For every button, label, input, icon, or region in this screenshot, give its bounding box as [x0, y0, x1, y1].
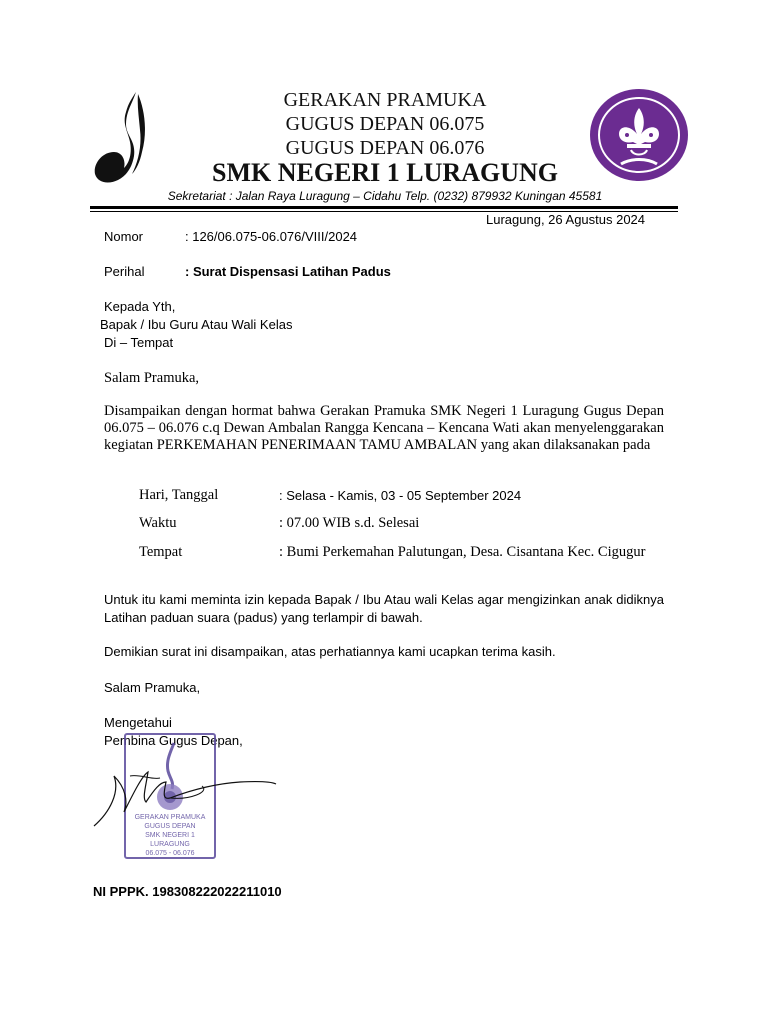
- body-paragraph-2: Untuk itu kami meminta izin kepada Bapak / Ibu Atau wali Kelas agar mengizinkan anak didiknya Latihan paduan suara (padus) yang terlampir di bawah.: [104, 592, 664, 625]
- signature-title: Pembina Gugus Depan,: [104, 733, 243, 748]
- nomor-label: Nomor: [104, 229, 144, 244]
- header-address: Sekretariat : Jalan Raya Luragung – Cidahu Telp. (0232) 879932 Kuningan 45581: [167, 189, 603, 203]
- signature-heading: Mengetahui: [104, 715, 172, 730]
- header-line-3: GUGUS DEPAN 06.076: [285, 137, 485, 159]
- detail-label: Tempat: [139, 544, 183, 560]
- letter-date: Luragung, 26 Agustus 2024: [486, 212, 646, 227]
- body-paragraph-1: Disampaikan dengan hormat bahwa Gerakan Pramuka SMK Negeri 1 Luragung Gugus Depan 06.075 – 06.076 c.q Dewan Ambalan Rangga Kencana – Kencana Wati akan menyelenggarakan kegiatan PERKEMAHAN PENERIMAAN TAMU AMBALAN yang akan dilaksanakan pada: [104, 403, 664, 453]
- detail-value: : Selasa - Kamis, 03 - 05 September 2024: [279, 488, 522, 503]
- perihal-label: Perihal: [104, 264, 145, 279]
- scout-emblem-logo: [589, 88, 689, 182]
- stamp-line: 06.075 - 06.076: [145, 850, 195, 857]
- nomor-value: : 126/06.075-06.076/VIII/2024: [185, 229, 358, 244]
- stamp-line: GUGUS DEPAN: [144, 823, 196, 830]
- stamp-line: SMK NEGERI 1 LURAGUNG: [145, 832, 195, 848]
- tunas-kelapa-logo: [92, 90, 152, 190]
- recipient-line-3: Di – Tempat: [104, 335, 174, 350]
- detail-value: : Bumi Perkemahan Palutungan, Desa. Cisantana Kec. Cigugur: [279, 544, 646, 560]
- detail-label: Hari, Tanggal: [139, 487, 219, 503]
- signer-id-number: NI PPPK. 198308222022211010: [93, 884, 282, 899]
- header-divider-thick: [90, 206, 678, 209]
- recipient-line-2: Bapak / Ibu Guru Atau Wali Kelas: [100, 317, 293, 332]
- greeting: Salam Pramuka,: [104, 370, 200, 386]
- header-line-2: GUGUS DEPAN 06.075: [285, 113, 485, 135]
- header-school-name: SMK NEGERI 1 LURAGUNG: [212, 158, 558, 187]
- recipient-line-1: Kepada Yth,: [104, 299, 176, 314]
- detail-label: Waktu: [139, 515, 177, 531]
- stamp-line: GERAKAN PRAMUKA: [134, 814, 206, 821]
- header-line-1: GERAKAN PRAMUKA: [283, 89, 487, 111]
- detail-value: : 07.00 WIB s.d. Selesai: [279, 515, 420, 531]
- handwritten-signature: [90, 762, 285, 832]
- body-paragraph-3: Demikian surat ini disampaikan, atas perhatiannya kami ucapkan terima kasih.: [104, 644, 556, 659]
- perihal-value: : Surat Dispensasi Latihan Padus: [185, 264, 391, 279]
- closing: Salam Pramuka,: [104, 680, 201, 695]
